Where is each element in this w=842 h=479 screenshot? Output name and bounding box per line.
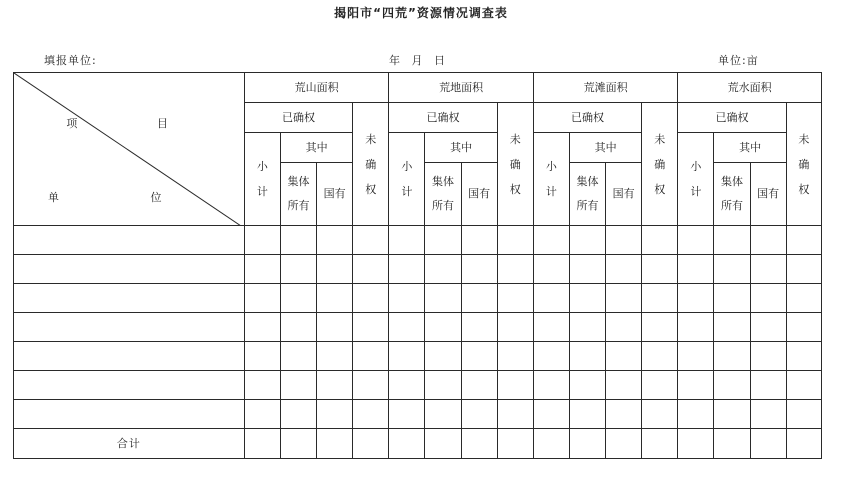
state-header-1: 国有 [461, 163, 497, 226]
value-cell[interactable] [786, 342, 821, 371]
unconfirmed-label: 未确权 [798, 132, 810, 196]
value-cell[interactable] [714, 429, 750, 459]
confirmed-header-3: 已确权 [678, 103, 786, 133]
value-cell[interactable] [678, 429, 714, 459]
value-cell[interactable] [714, 226, 750, 255]
value-cell[interactable] [569, 342, 605, 371]
value-cell[interactable] [750, 226, 786, 255]
value-cell[interactable] [425, 313, 461, 342]
unit-cell[interactable]: 合计 [14, 429, 245, 459]
value-cell[interactable] [678, 313, 714, 342]
total-row [14, 429, 822, 459]
value-cell[interactable] [786, 284, 821, 313]
value-cell[interactable] [389, 226, 425, 255]
of-which-header-3: 其中 [714, 133, 786, 163]
unit-cell[interactable] [14, 371, 245, 400]
unconfirmed-header-0 [353, 103, 389, 226]
value-cell[interactable] [244, 284, 280, 313]
value-cell[interactable] [353, 342, 389, 371]
value-cell[interactable] [353, 255, 389, 284]
unconfirmed-label: 未确权 [654, 132, 666, 196]
value-cell[interactable] [606, 400, 642, 429]
value-cell[interactable] [642, 226, 678, 255]
corner-item-label: 项 目 [66, 117, 206, 130]
unconfirmed-header-2 [642, 103, 678, 226]
value-cell[interactable] [389, 400, 425, 429]
subtotal-label: 小计 [401, 160, 413, 198]
value-cell[interactable] [389, 371, 425, 400]
value-cell[interactable] [678, 400, 714, 429]
value-cell[interactable] [533, 313, 569, 342]
value-cell[interactable] [389, 255, 425, 284]
value-cell[interactable] [425, 226, 461, 255]
value-cell[interactable] [317, 400, 353, 429]
value-cell[interactable] [750, 255, 786, 284]
value-cell[interactable] [678, 342, 714, 371]
value-cell[interactable] [606, 429, 642, 459]
value-cell[interactable] [425, 284, 461, 313]
value-cell[interactable] [425, 342, 461, 371]
state-header-0: 国有 [317, 163, 353, 226]
value-cell[interactable] [569, 255, 605, 284]
value-cell[interactable] [678, 255, 714, 284]
group-header-3: 荒水面积 [678, 73, 822, 103]
collective-label: 集体所有 [432, 175, 455, 212]
value-cell[interactable] [317, 371, 353, 400]
collective-header-3 [714, 163, 750, 226]
value-cell[interactable] [244, 255, 280, 284]
value-cell[interactable] [425, 255, 461, 284]
value-cell[interactable] [714, 284, 750, 313]
value-cell[interactable] [533, 255, 569, 284]
value-cell[interactable] [461, 255, 497, 284]
header-row-1 [14, 73, 822, 103]
value-cell[interactable] [244, 400, 280, 429]
value-cell[interactable] [606, 226, 642, 255]
value-cell[interactable] [461, 313, 497, 342]
value-cell[interactable] [569, 226, 605, 255]
value-cell[interactable] [497, 371, 533, 400]
value-cell[interactable] [244, 342, 280, 371]
value-cell[interactable] [642, 429, 678, 459]
of-which-header-1: 其中 [425, 133, 497, 163]
state-header-2: 国有 [606, 163, 642, 226]
value-cell[interactable] [606, 255, 642, 284]
value-cell[interactable] [497, 429, 533, 459]
value-cell[interactable] [244, 226, 280, 255]
value-cell[interactable] [317, 313, 353, 342]
value-cell[interactable] [533, 226, 569, 255]
subtotal-header-2 [533, 133, 569, 226]
value-cell[interactable] [786, 226, 821, 255]
table-row [14, 342, 822, 371]
value-cell[interactable] [714, 255, 750, 284]
unconfirmed-header-3 [786, 103, 821, 226]
table-row [14, 226, 822, 255]
collective-label: 集体所有 [721, 175, 744, 212]
value-cell[interactable] [678, 226, 714, 255]
value-cell[interactable] [280, 313, 316, 342]
value-cell[interactable] [642, 342, 678, 371]
value-cell[interactable] [750, 371, 786, 400]
value-cell[interactable] [606, 313, 642, 342]
value-cell[interactable] [714, 342, 750, 371]
collective-header-2 [569, 163, 605, 226]
value-cell[interactable] [280, 429, 316, 459]
value-cell[interactable] [353, 313, 389, 342]
value-cell[interactable] [389, 284, 425, 313]
value-cell[interactable] [497, 400, 533, 429]
of-which-header-2: 其中 [569, 133, 641, 163]
area-unit-label: 单位:亩 [718, 54, 759, 67]
value-cell[interactable] [280, 284, 316, 313]
corner-header [14, 73, 245, 226]
value-cell[interactable] [389, 342, 425, 371]
value-cell[interactable] [353, 226, 389, 255]
value-cell[interactable] [533, 429, 569, 459]
value-cell[interactable] [244, 313, 280, 342]
date-label: 年 月 日 [389, 54, 446, 67]
value-cell[interactable] [317, 342, 353, 371]
value-cell[interactable] [461, 342, 497, 371]
fill-unit-label: 填报单位: [44, 54, 97, 67]
value-cell[interactable] [425, 371, 461, 400]
value-cell[interactable] [786, 255, 821, 284]
page-title: 揭阳市“四荒”资源情况调查表 [334, 6, 508, 20]
value-cell[interactable] [606, 342, 642, 371]
value-cell[interactable] [714, 313, 750, 342]
unconfirmed-label: 未确权 [509, 132, 521, 196]
collective-label: 集体所有 [576, 175, 599, 212]
subtotal-header-3 [678, 133, 714, 226]
unit-cell[interactable] [14, 313, 245, 342]
value-cell[interactable] [786, 429, 821, 459]
value-cell[interactable] [569, 284, 605, 313]
value-cell[interactable] [461, 371, 497, 400]
value-cell[interactable] [714, 371, 750, 400]
value-cell[interactable] [750, 284, 786, 313]
unconfirmed-label: 未确权 [365, 132, 377, 196]
table-row [14, 284, 822, 313]
confirmed-header-2: 已确权 [533, 103, 641, 133]
unit-cell[interactable] [14, 255, 245, 284]
unit-cell[interactable] [14, 284, 245, 313]
value-cell[interactable] [786, 371, 821, 400]
group-header-2: 荒滩面积 [533, 73, 678, 103]
value-cell[interactable] [461, 284, 497, 313]
value-cell[interactable] [389, 429, 425, 459]
value-cell[interactable] [425, 429, 461, 459]
subtotal-label: 小计 [545, 160, 557, 198]
value-cell[interactable] [389, 313, 425, 342]
value-cell[interactable] [569, 313, 605, 342]
subtotal-header-0 [244, 133, 280, 226]
value-cell[interactable] [353, 284, 389, 313]
value-cell[interactable] [642, 400, 678, 429]
unit-cell[interactable] [14, 226, 245, 255]
table-row [14, 400, 822, 429]
corner-unit-label: 单 位 [48, 191, 206, 204]
value-cell[interactable] [461, 226, 497, 255]
value-cell[interactable] [714, 400, 750, 429]
value-cell[interactable] [750, 313, 786, 342]
confirmed-header-1: 已确权 [389, 103, 497, 133]
collective-header-1 [425, 163, 461, 226]
unit-cell[interactable] [14, 342, 245, 371]
value-cell[interactable] [461, 429, 497, 459]
of-which-header-0: 其中 [280, 133, 352, 163]
value-cell[interactable] [280, 400, 316, 429]
value-cell[interactable] [497, 313, 533, 342]
confirmed-header-0: 已确权 [244, 103, 352, 133]
subtotal-header-1 [389, 133, 425, 226]
value-cell[interactable] [280, 371, 316, 400]
value-cell[interactable] [786, 400, 821, 429]
value-cell[interactable] [497, 226, 533, 255]
value-cell[interactable] [425, 400, 461, 429]
value-cell[interactable] [606, 371, 642, 400]
value-cell[interactable] [353, 400, 389, 429]
value-cell[interactable] [642, 371, 678, 400]
subtotal-label: 小计 [690, 160, 702, 198]
value-cell[interactable] [678, 371, 714, 400]
unconfirmed-header-1 [497, 103, 533, 226]
value-cell[interactable] [606, 284, 642, 313]
value-cell[interactable] [569, 371, 605, 400]
value-cell[interactable] [280, 226, 316, 255]
value-cell[interactable] [786, 313, 821, 342]
value-cell[interactable] [497, 342, 533, 371]
value-cell[interactable] [317, 255, 353, 284]
group-header-1: 荒地面积 [389, 73, 534, 103]
value-cell[interactable] [461, 400, 497, 429]
value-cell[interactable] [317, 429, 353, 459]
value-cell[interactable] [642, 284, 678, 313]
value-cell[interactable] [353, 429, 389, 459]
value-cell[interactable] [569, 400, 605, 429]
state-header-3: 国有 [750, 163, 786, 226]
value-cell[interactable] [317, 226, 353, 255]
value-cell[interactable] [533, 284, 569, 313]
collective-header-0 [280, 163, 316, 226]
value-cell[interactable] [678, 284, 714, 313]
value-cell[interactable] [317, 284, 353, 313]
table-row [14, 313, 822, 342]
value-cell[interactable] [244, 429, 280, 459]
value-cell[interactable] [750, 400, 786, 429]
table-row [14, 255, 822, 284]
subtotal-label: 小计 [256, 160, 268, 198]
survey-table [13, 72, 822, 459]
value-cell[interactable] [280, 342, 316, 371]
value-cell[interactable] [750, 342, 786, 371]
value-cell[interactable] [533, 342, 569, 371]
table-row [14, 371, 822, 400]
collective-label: 集体所有 [287, 175, 310, 212]
value-cell[interactable] [642, 255, 678, 284]
unit-cell[interactable] [14, 400, 245, 429]
value-cell[interactable] [497, 284, 533, 313]
value-cell[interactable] [533, 371, 569, 400]
value-cell[interactable] [497, 255, 533, 284]
value-cell[interactable] [533, 400, 569, 429]
value-cell[interactable] [280, 255, 316, 284]
group-header-0: 荒山面积 [244, 73, 389, 103]
value-cell[interactable] [353, 371, 389, 400]
value-cell[interactable] [642, 313, 678, 342]
value-cell[interactable] [569, 429, 605, 459]
value-cell[interactable] [244, 371, 280, 400]
value-cell[interactable] [750, 429, 786, 459]
